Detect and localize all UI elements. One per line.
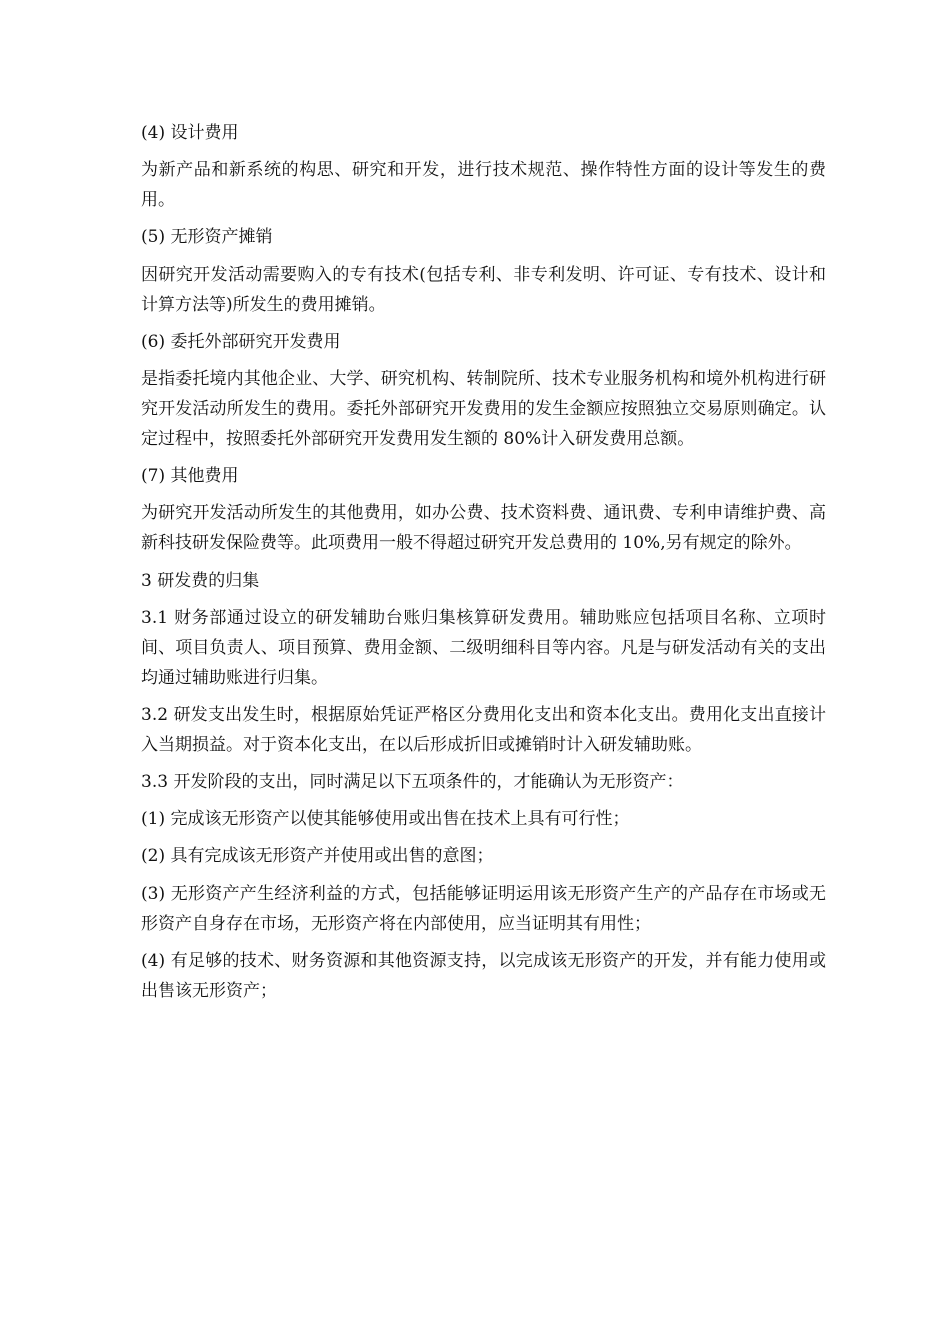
paragraph-3-2: 3.2 研发支出发生时，根据原始凭证严格区分费用化支出和资本化支出。费用化支出直接计入当期损益。对于资本化支出，在以后形成折旧或摊销时计入研发辅助账。 bbox=[141, 704, 826, 755]
section-heading-other-costs: (7) 其他费用 bbox=[141, 466, 239, 487]
paragraph-outsourced-rd: 是指委托境内其他企业、大学、研究机构、转制院所、技术专业服务机构和境外机构进行研究开发活动所发生的费用。委托外部研究开发费用的发生金额应按照独立交易原则确定。认定过程中，按照委托外部研究开发费用发生额的 80%计入研发费用总额。 bbox=[141, 368, 826, 449]
paragraph-other-costs: 为研究开发活动所发生的其他费用，如办公费、技术资料费、通讯费、专利申请维护费、高新科技研发保险费等。此项费用一般不得超过研究开发总费用的 10%,另有规定的除外。 bbox=[141, 503, 826, 554]
paragraph-design-cost: 为新产品和新系统的构思、研究和开发，进行技术规范、操作特性方面的设计等发生的费用。 bbox=[141, 160, 826, 211]
paragraph-intangible-amortization: 因研究开发活动需要购入的专有技术(包括专利、非专利发明、许可证、专有技术、设计和计算方法等)所发生的费用摊销。 bbox=[141, 264, 826, 315]
list-item-condition-1: (1) 完成该无形资产以使其能够使用或出售在技术上具有可行性； bbox=[141, 809, 630, 830]
document-body bbox=[141, 118, 826, 1006]
section-heading-intangible-amortization: (5) 无形资产摊销 bbox=[141, 227, 273, 248]
section-heading-outsourced-rd: (6) 委托外部研究开发费用 bbox=[141, 331, 341, 352]
section-heading-design-cost: (4) 设计费用 bbox=[141, 123, 239, 143]
list-item-condition-2: (2) 具有完成该无形资产并使用或出售的意图； bbox=[141, 846, 494, 867]
section-heading-rd-collection: 3 研发费的归集 bbox=[141, 570, 260, 591]
paragraph-3-3: 3.3 开发阶段的支出，同时满足以下五项条件的，才能确认为无形资产： bbox=[141, 772, 684, 793]
paragraph-3-1: 3.1 财务部通过设立的研发辅助台账归集核算研发费用。辅助账应包括项目名称、立项时间、项目负责人、项目预算、费用金额、二级明细科目等内容。凡是与研发活动有关的支出均通过辅助账进行归集。 bbox=[141, 607, 826, 688]
list-item-condition-3: (3) 无形资产产生经济利益的方式，包括能够证明运用该无形资产生产的产品存在市场或无形资产自身存在市场，无形资产将在内部使用，应当证明其有用性； bbox=[141, 883, 826, 934]
list-item-condition-4: (4) 有足够的技术、财务资源和其他资源支持，以完成该无形资产的开发，并有能力使用或出售该无形资产； bbox=[141, 950, 826, 1001]
